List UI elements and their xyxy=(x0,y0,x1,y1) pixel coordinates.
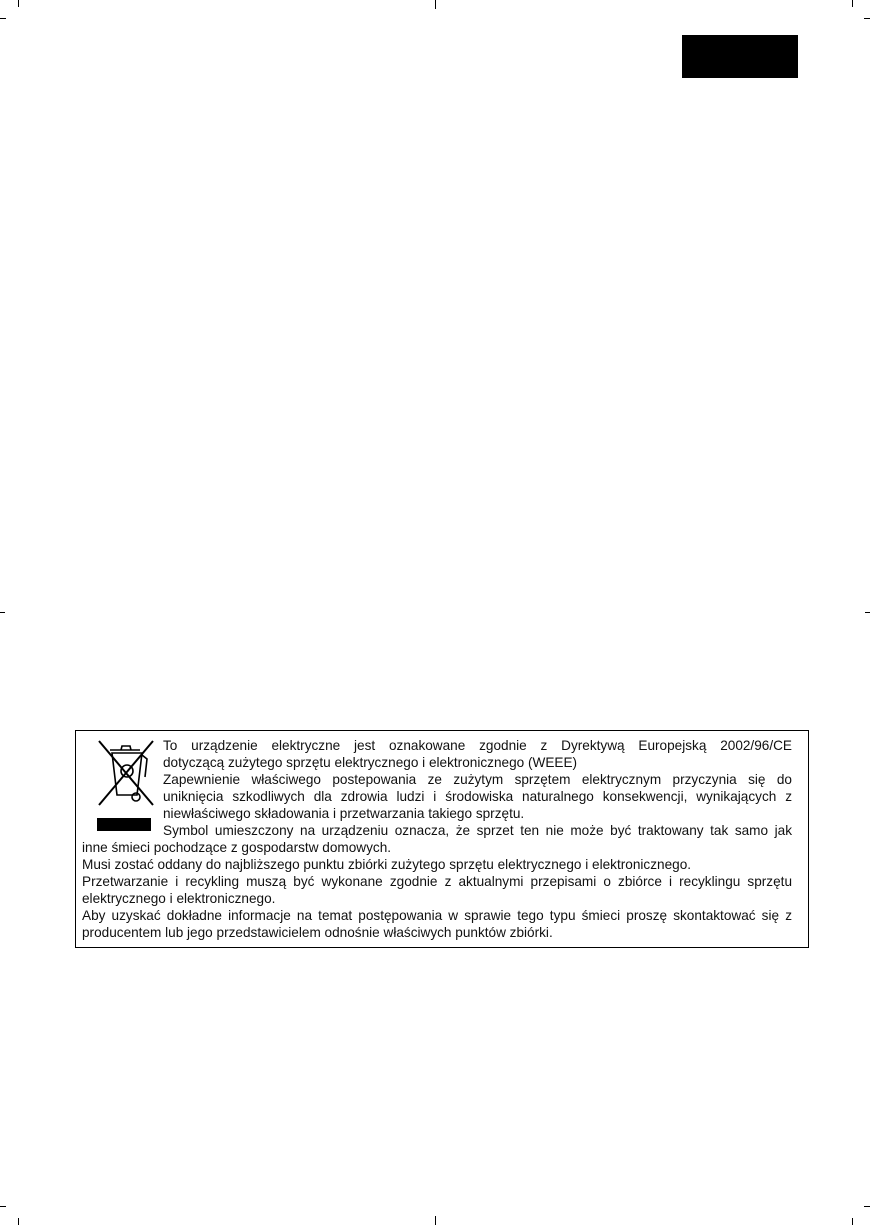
weee-text-line: Musi zostać oddany do najbliższego punktu zbiórki zużytego sprzętu elektrycznego i elektronicznego. xyxy=(82,857,692,872)
weee-text-line: Zapewnienie właściwego postepowania ze zużytym sprzętem elektrycznym przyczynia się do xyxy=(163,772,792,787)
weee-text-line: Przetwarzanie i recykling muszą być wykonane zgodnie z aktualnymi przepisami o zbiórce i recyklingu sprzętu xyxy=(82,874,792,889)
crop-mark xyxy=(0,612,5,613)
weee-text-line: inne śmieci pochodzące z gospodarstw domowych. xyxy=(82,840,392,855)
weee-text-line: niewłaściwego składowania i przetwarzania takiego sprzętu. xyxy=(163,806,525,821)
weee-text-line: Aby uzyskać dokładne informacje na temat postępowania w sprawie tego typu śmieci proszę skontaktować się z xyxy=(82,908,792,923)
crop-mark xyxy=(435,0,436,9)
crop-mark xyxy=(18,0,19,7)
weee-black-bar xyxy=(97,818,151,831)
crop-mark xyxy=(0,18,6,19)
crop-mark xyxy=(0,1206,6,1207)
weee-text-line: elektrycznego i elektronicznego. xyxy=(82,891,276,906)
crop-mark xyxy=(864,18,870,19)
language-tab xyxy=(682,35,798,78)
crossed-out-wheelie-bin-icon xyxy=(93,737,159,809)
crop-mark xyxy=(864,1206,870,1207)
crop-mark xyxy=(852,0,853,7)
crop-mark xyxy=(18,1218,19,1225)
weee-text-line: To urządzenie elektryczne jest oznakowane zgodnie z Dyrektywą Europejską 2002/96/CE xyxy=(163,738,792,753)
crop-mark xyxy=(435,1216,436,1225)
crop-mark xyxy=(852,1218,853,1225)
crop-mark xyxy=(865,612,870,613)
weee-text-line: dotyczącą zużytego sprzętu elektrycznego i elektronicznego (WEEE) xyxy=(163,755,578,770)
weee-text-line: Symbol umieszczony na urządzeniu oznacza, że sprzet ten nie może być traktowany tak samo jak xyxy=(163,823,792,838)
weee-text-line: producentem lub jego przedstawicielem odnośnie właściwych punktów zbiórki. xyxy=(82,925,553,940)
weee-text-line: uniknięcia szkodliwych dla zdrowia ludzi i środowiska naturalnego konsekwencji, wynikających z xyxy=(163,789,792,804)
